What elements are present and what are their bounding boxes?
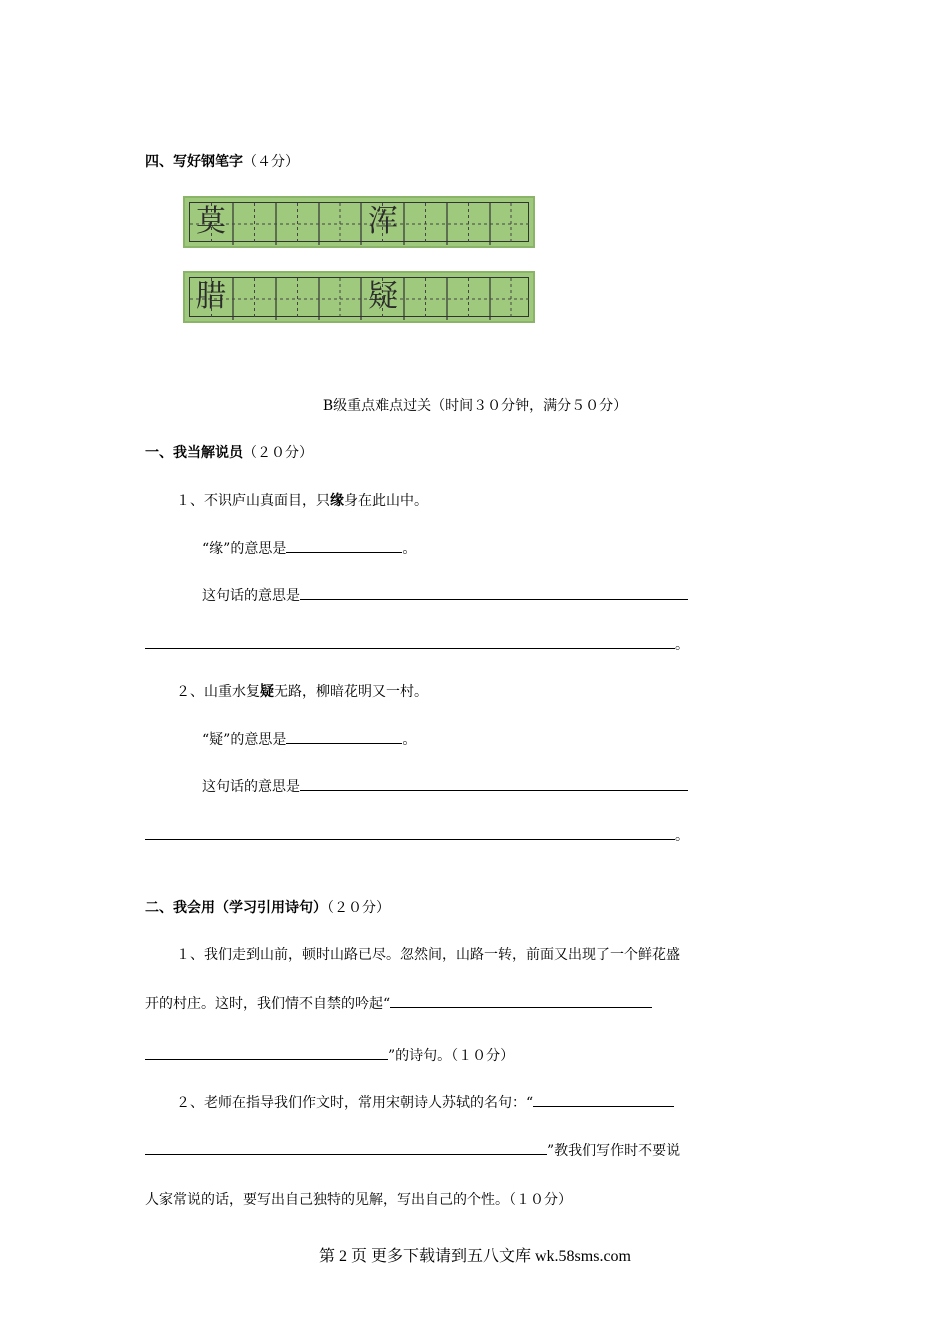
grid1-char1: 莫 [196,204,226,239]
section4-title [145,152,299,172]
q2-sentence-label: 这句话的意思是 [202,779,300,795]
part1-q1-sentence-line2 [145,634,689,655]
part2-q1-line3 [145,1045,514,1066]
q2-sentence-blank-2[interactable] [145,825,675,840]
handwriting-grid-2 [183,271,535,323]
q1-sentence-blank-1[interactable] [300,585,688,600]
part2-q2-blank-2[interactable] [145,1140,547,1155]
part2-q1-blank-2[interactable] [145,1045,388,1060]
q1-poem-pre: １、不识庐山真面目，只 [176,493,330,509]
q2-bold-char: 疑 [260,684,274,700]
part2-q1-line1: １、我们走到山前，顿时山路已尽。忽然间，山路一转，前面又出现了一个鲜花盛 [176,947,680,963]
q1-bold-char: 缘 [330,493,344,509]
part1-q2-sentence [202,776,688,797]
part2-q2-line2 [145,1140,680,1161]
part2-q2-line1-text: ２、老师在指导我们作文时，常用宋朝诗人苏轼的名句：“ [176,1095,534,1111]
q2-poem-pre: ２、山重水复 [176,684,260,700]
section4-title-text: 四、写好钢笔字 [145,154,243,170]
q2-meaning-blank[interactable] [286,729,402,744]
q1-sentence-blank-2[interactable] [145,634,675,649]
part2-title-text: 二、我会用（学习引用诗句） [145,900,327,916]
q1-meaning-blank[interactable] [286,538,402,553]
q2-poem-post: 无路，柳暗花明又一村。 [274,684,428,700]
q2-meaning-label: “疑”的意思是 [202,732,287,748]
grid1-char2: 浑 [368,204,398,239]
q1-end: 。 [675,637,689,653]
part1-q1-meaning [202,538,416,559]
part1-title-text: 一、我当解说员 [145,445,243,461]
handwriting-grid-1 [183,196,535,248]
part1-q2-meaning [202,729,416,750]
q2-end: 。 [675,828,689,844]
section4-score: （４分） [243,154,299,170]
part2-q1-line3-text: ”的诗句。（１０分） [388,1048,515,1064]
part2-q2-line1 [176,1092,674,1113]
part1-q1-poem [176,491,428,511]
q1-meaning-label: “缘”的意思是 [202,541,287,557]
part2-q1-line2 [145,993,652,1014]
q2-sentence-blank-1[interactable] [300,776,688,791]
page-footer: 第 2 页 更多下载请到五八文库 wk.58sms.com [318,1248,631,1265]
q2-meaning-end: 。 [402,732,417,748]
part2-q1-blank-1[interactable] [390,993,652,1008]
grid-lines [185,198,537,250]
part2-score: （２０分） [327,900,390,916]
q1-poem-post: 身在此山中。 [344,493,428,509]
part2-q2-line2-text: ”教我们写作时不要说 [547,1143,681,1159]
q1-sentence-label: 这句话的意思是 [202,588,300,604]
part2-title [145,898,390,918]
grid2-char2: 疑 [368,279,398,314]
part2-q2-line3: 人家常说的话，要写出自己独特的见解，写出自己的个性。（１０分） [145,1192,572,1208]
part1-title [145,443,313,463]
part2-q2-blank-1[interactable] [533,1092,674,1107]
part1-score: （２０分） [243,445,313,461]
grid-lines [185,273,537,325]
part1-q1-sentence [202,585,688,606]
grid2-char1: 腊 [196,279,226,314]
part1-q2-sentence-line2 [145,825,689,846]
level-b-heading: B级重点难点过关（时间３０分钟，满分５０分） [322,398,628,414]
part1-q2-poem [176,682,428,702]
q1-meaning-end: 。 [402,541,417,557]
part2-q1-line2-text: 开的村庄。这时，我们情不自禁的吟起“ [145,996,391,1012]
